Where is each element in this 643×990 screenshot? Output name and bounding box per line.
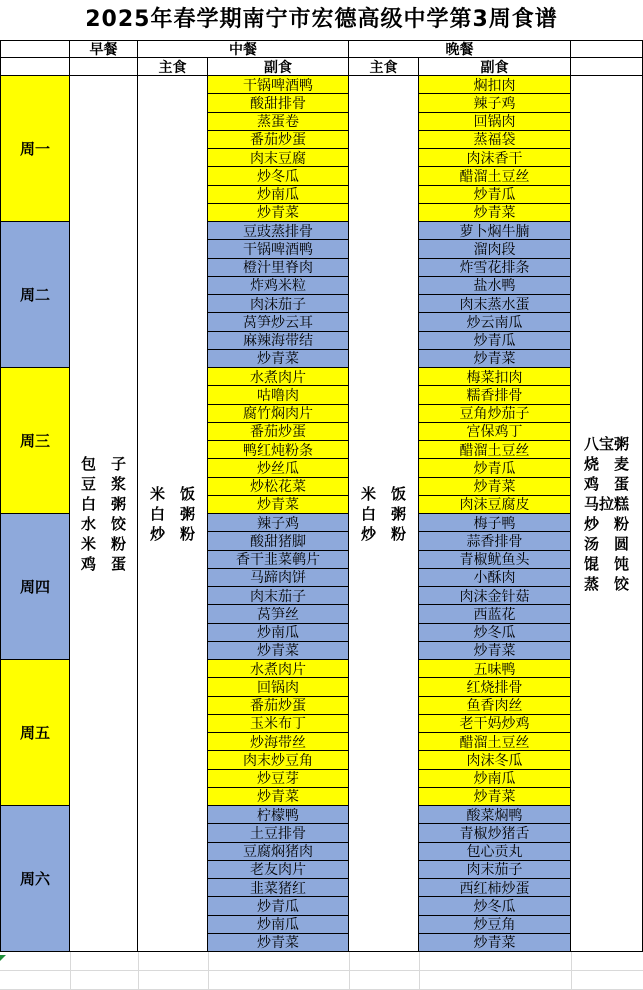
lunch-dish: 蒸蛋卷: [208, 113, 349, 131]
lunch-dish: 老友肉片: [208, 861, 349, 879]
lunch-dish: 炒南瓜: [208, 186, 349, 204]
dinner-dish: 鱼香肉丝: [419, 697, 571, 715]
dinner-dish: 肉沫冬瓜: [419, 751, 571, 769]
night-snack-column: [571, 76, 643, 952]
lunch-dish: 番茄炒蛋: [208, 697, 349, 715]
empty-col-line: [571, 952, 572, 990]
dinner-dish: 蒸福袋: [419, 131, 571, 149]
dinner-dish: 西红柿炒蛋: [419, 879, 571, 897]
lunch-dish: 炒青菜: [208, 788, 349, 806]
header-lunch-staple: 主食: [138, 58, 208, 76]
empty-col-line: [349, 952, 350, 990]
breakfast-item: 米 粉: [80, 534, 126, 553]
dinner-dish: 醋溜土豆丝: [419, 733, 571, 751]
lunch-staple-item: 米 饭: [149, 484, 195, 503]
lunch-dish: 豆腐焖猪肉: [208, 843, 349, 861]
empty-col-line: [419, 952, 420, 990]
dinner-dish: 萝卜焖牛腩: [419, 222, 571, 240]
night-snack-item: 蒸 饺: [583, 574, 629, 593]
dinner-dish: 肉沫豆腐皮: [419, 496, 571, 514]
dinner-dish: 红烧排骨: [419, 678, 571, 696]
lunch-staple-item: 白 粥: [149, 504, 195, 523]
dinner-dish: 炒青菜: [419, 350, 571, 368]
dinner-dish: 西蓝花: [419, 605, 571, 623]
dinner-dish: 炒青菜: [419, 204, 571, 222]
lunch-dish: 豆豉蒸排骨: [208, 222, 349, 240]
lunch-dish: 炒青菜: [208, 642, 349, 660]
lunch-dish: 干锅啤酒鸭: [208, 76, 349, 94]
dinner-dish: 青椒鱿鱼头: [419, 551, 571, 569]
dinner-dish: 小酥肉: [419, 569, 571, 587]
corner-cell-2: [0, 58, 70, 76]
lunch-dish: 肉末茄子: [208, 587, 349, 605]
menu-table: [0, 40, 643, 952]
lunch-dish: 水煮肉片: [208, 660, 349, 678]
breakfast-item: 鸡 蛋: [80, 554, 126, 573]
dinner-dish: 肉末蒸水蛋: [419, 295, 571, 313]
lunch-staple-column: [138, 76, 208, 952]
lunch-dish: 炒松花菜: [208, 478, 349, 496]
dinner-dish: 炸雪花排条: [419, 259, 571, 277]
dinner-dish: 炒青菜: [419, 478, 571, 496]
lunch-dish: 腐竹焖肉片: [208, 405, 349, 423]
day-label: 周三: [0, 368, 70, 514]
lunch-dish: 辣子鸡: [208, 514, 349, 532]
dinner-dish: 焖扣肉: [419, 76, 571, 94]
lunch-dish: 柠檬鸭: [208, 806, 349, 824]
dinner-dish: 糯香排骨: [419, 386, 571, 404]
dinner-dish: 盐水鸭: [419, 277, 571, 295]
dinner-dish: 炒青菜: [419, 788, 571, 806]
lunch-dish: 炒青菜: [208, 350, 349, 368]
lunch-dish: 炒青菜: [208, 496, 349, 514]
dinner-staple-item: 炒 粉: [360, 524, 406, 543]
dinner-dish: 肉沫香干: [419, 149, 571, 167]
header-extra-sub: [571, 58, 643, 76]
day-label: 周六: [0, 806, 70, 952]
lunch-dish: 回锅肉: [208, 678, 349, 696]
lunch-dish: 水煮肉片: [208, 368, 349, 386]
dinner-dish: 醋溜土豆丝: [419, 167, 571, 185]
dinner-dish: 炒冬瓜: [419, 897, 571, 915]
dinner-dish: 炒南瓜: [419, 770, 571, 788]
dinner-dish: 辣子鸡: [419, 94, 571, 112]
night-snack-item: 八宝粥: [583, 434, 629, 453]
lunch-dish: 玉米布丁: [208, 715, 349, 733]
page-title: 2025年春学期南宁市宏德高级中学第3周食谱: [85, 7, 558, 32]
dinner-dish: 溜肉段: [419, 240, 571, 258]
lunch-dish: 番茄炒蛋: [208, 131, 349, 149]
dinner-staple-column: [349, 76, 419, 952]
breakfast-item: 包 子: [80, 454, 126, 473]
lunch-dish: 酸甜排骨: [208, 94, 349, 112]
dinner-staple-item: 白 粥: [360, 504, 406, 523]
lunch-dish: 炒青瓜: [208, 897, 349, 915]
lunch-dish: 橙汁里脊肉: [208, 259, 349, 277]
lunch-dish: 韭菜猪红: [208, 879, 349, 897]
day-label: 周一: [0, 76, 70, 222]
header-dinner-staple: 主食: [349, 58, 419, 76]
lunch-dish: 干锅啤酒鸭: [208, 240, 349, 258]
lunch-dish: 酸甜猪脚: [208, 532, 349, 550]
breakfast-item: 水 饺: [80, 514, 126, 533]
dinner-dish: 炒青瓜: [419, 332, 571, 350]
dinner-dish: 炒豆角: [419, 916, 571, 934]
dinner-dish: 回锅肉: [419, 113, 571, 131]
day-label: 周二: [0, 222, 70, 368]
lunch-dish: 肉末豆腐: [208, 149, 349, 167]
breakfast-item: 白 粥: [80, 494, 126, 513]
lunch-dish: 炒南瓜: [208, 916, 349, 934]
dinner-dish: 蒜香排骨: [419, 532, 571, 550]
lunch-dish: 炒冬瓜: [208, 167, 349, 185]
dinner-dish: 炒冬瓜: [419, 624, 571, 642]
dinner-dish: 炒青瓜: [419, 459, 571, 477]
lunch-dish: 炒海带丝: [208, 733, 349, 751]
dinner-dish: 肉沫金针菇: [419, 587, 571, 605]
night-snack-item: 马拉糕: [583, 494, 629, 513]
dinner-dish: 五味鸭: [419, 660, 571, 678]
lunch-dish: 麻辣海带结: [208, 332, 349, 350]
header-lunch: 中餐: [138, 40, 349, 58]
dinner-dish: 炒青菜: [419, 642, 571, 660]
day-label: 周四: [0, 514, 70, 660]
dinner-dish: 醋溜土豆丝: [419, 441, 571, 459]
dinner-dish: 炒青菜: [419, 934, 571, 952]
header-extra: [571, 40, 643, 58]
empty-col-line: [70, 952, 71, 990]
dinner-dish: 包心贡丸: [419, 843, 571, 861]
lunch-dish: 炒丝瓜: [208, 459, 349, 477]
lunch-dish: 肉末炒豆角: [208, 751, 349, 769]
lunch-staple-item: 炒 粉: [149, 524, 195, 543]
dinner-dish: 宫保鸡丁: [419, 423, 571, 441]
dinner-dish: 老干妈炒鸡: [419, 715, 571, 733]
dinner-dish: 豆角炒茄子: [419, 405, 571, 423]
lunch-dish: 炒青菜: [208, 934, 349, 952]
lunch-dish: 咕噜肉: [208, 386, 349, 404]
dinner-dish: 肉末茄子: [419, 861, 571, 879]
lunch-dish: 番茄炒蛋: [208, 423, 349, 441]
lunch-dish: 炒南瓜: [208, 624, 349, 642]
lunch-dish: 马蹄肉饼: [208, 569, 349, 587]
lunch-dish: 香干韭菜鹌片: [208, 551, 349, 569]
day-label: 周五: [0, 660, 70, 806]
lunch-dish: 炒豆芽: [208, 770, 349, 788]
empty-row-line: [0, 970, 643, 971]
header-breakfast-sub: [70, 58, 138, 76]
lunch-dish: 莴笋炒云耳: [208, 313, 349, 331]
header-dinner: 晚餐: [349, 40, 571, 58]
lunch-dish: 炸鸡米粒: [208, 277, 349, 295]
dinner-dish: 青椒炒猪舌: [419, 824, 571, 842]
empty-col-line: [208, 952, 209, 990]
night-snack-item: 汤 圆: [583, 534, 629, 553]
lunch-dish: 土豆排骨: [208, 824, 349, 842]
night-snack-item: 馄 饨: [583, 554, 629, 573]
cell-marker-icon: [0, 955, 6, 961]
dinner-dish: 酸菜焖鸭: [419, 806, 571, 824]
header-lunch-side: 副食: [208, 58, 349, 76]
corner-cell: [0, 40, 70, 58]
dinner-dish: 梅子鸭: [419, 514, 571, 532]
night-snack-item: 炒 粉: [583, 514, 629, 533]
lunch-dish: 炒青菜: [208, 204, 349, 222]
breakfast-column: [70, 76, 138, 952]
dinner-dish: 梅菜扣肉: [419, 368, 571, 386]
header-dinner-side: 副食: [419, 58, 571, 76]
dinner-dish: 炒云南瓜: [419, 313, 571, 331]
night-snack-item: 烧 麦: [583, 454, 629, 473]
lunch-dish: 肉沫茄子: [208, 295, 349, 313]
breakfast-item: 豆 浆: [80, 474, 126, 493]
lunch-dish: 鸭红炖粉条: [208, 441, 349, 459]
header-breakfast: 早餐: [70, 40, 138, 58]
empty-col-line: [138, 952, 139, 990]
dinner-staple-item: 米 饭: [360, 484, 406, 503]
night-snack-item: 鸡 蛋: [583, 474, 629, 493]
dinner-dish: 炒青瓜: [419, 186, 571, 204]
lunch-dish: 莴笋丝: [208, 605, 349, 623]
